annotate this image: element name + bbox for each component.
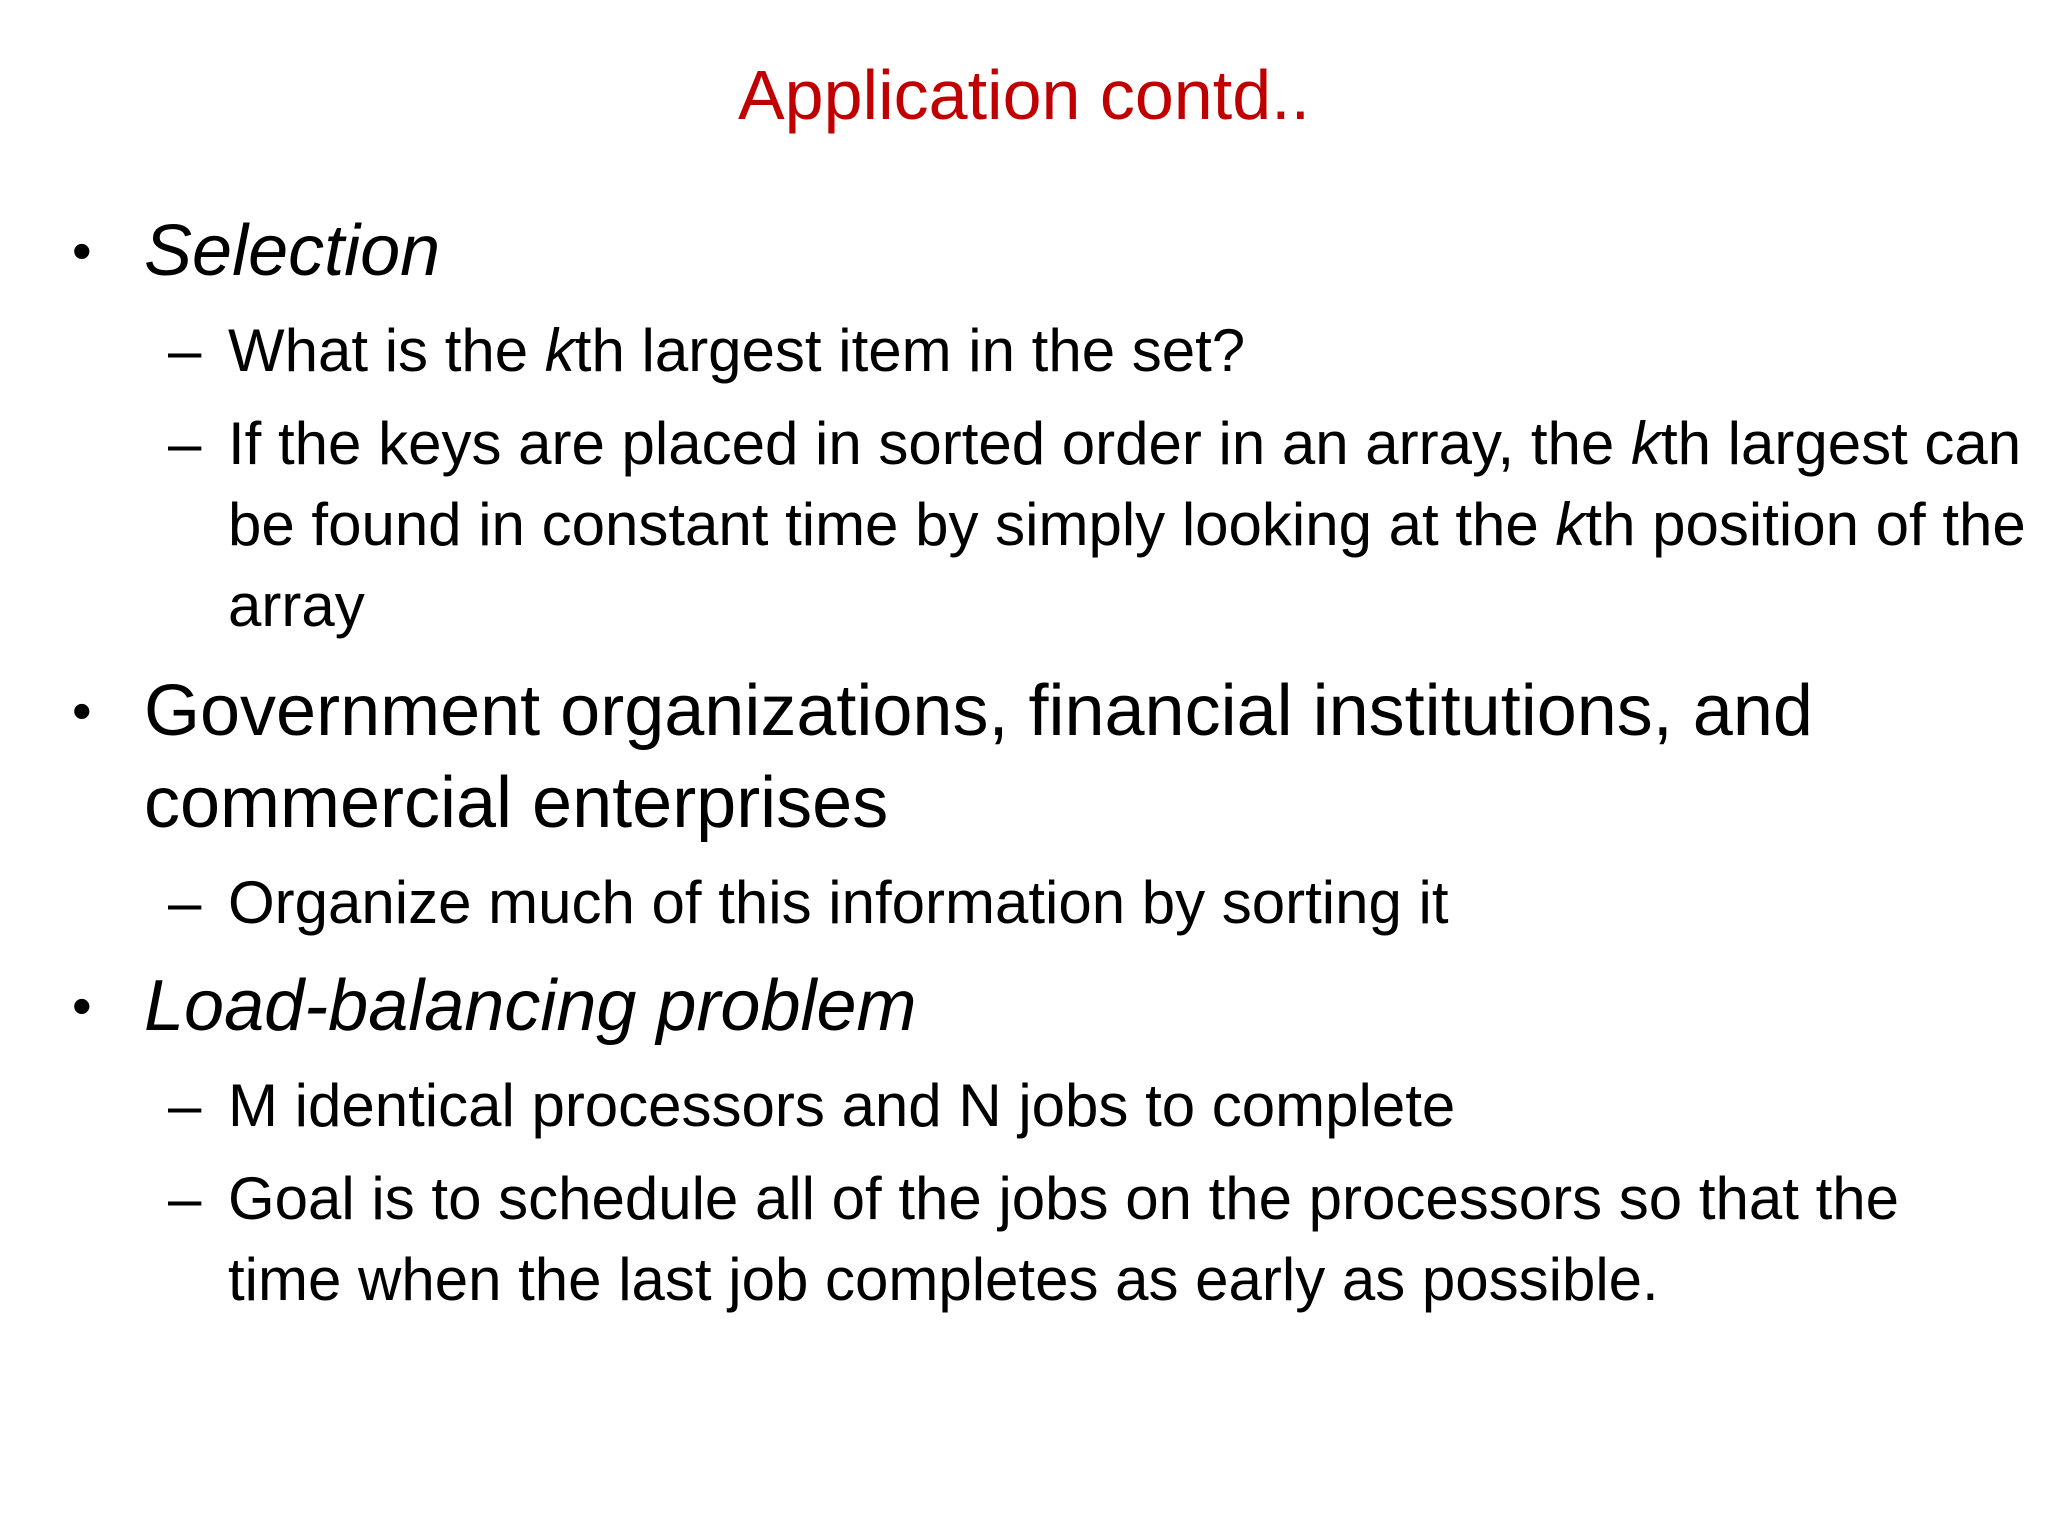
sub-item-text: M identical processors and N jobs to complete [228,1072,1456,1139]
dash-glyph: – [168,410,202,477]
text-run: th largest item in the set? [574,317,1246,384]
sub-item-sorted-array [168,403,2028,646]
dash-glyph: – [168,317,202,384]
bullet-label: Selection [144,211,441,291]
text-run-italic: k [1555,491,1586,558]
bullet-label: Government organizations, financial institutions, and commercial enterprises [144,671,1813,843]
slide-title: Application contd.. [737,56,1311,134]
bullet-label: Load-balancing problem [144,966,917,1046]
text-run: th largest can be found in constant time by simply looking at the [228,410,2022,558]
sub-item-text: Organize much of this information by sorting it [228,869,1449,936]
sub-item-organize [168,862,2028,943]
bullet-item-organizations [72,665,1992,849]
bullet-item-selection [72,205,1992,297]
bullet-item-load-balancing [72,960,1992,1052]
bullet-glyph: • [72,974,92,1037]
dash-glyph: – [168,1165,202,1232]
text-run-italic: k [1630,410,1661,477]
text-run-italic: k [544,317,575,384]
dash-glyph: – [168,869,202,936]
text-run: If the keys are placed in sorted order in an array, the [228,410,1631,477]
text-run: th position of the array [228,491,2026,639]
sub-item-text [228,310,2028,391]
dash-glyph: – [168,1072,202,1139]
sub-item-kth-largest-question [168,310,2028,391]
text-run: What is the [228,317,545,384]
sub-item-schedule-goal [168,1158,2028,1320]
bullet-glyph: • [72,679,92,742]
sub-item-processors-jobs [168,1065,2028,1146]
sub-item-text [228,403,2028,646]
bullet-glyph: • [72,219,92,282]
sub-item-text: Goal is to schedule all of the jobs on the processors so that the time when the last job completes as early as possible. [228,1165,1899,1313]
